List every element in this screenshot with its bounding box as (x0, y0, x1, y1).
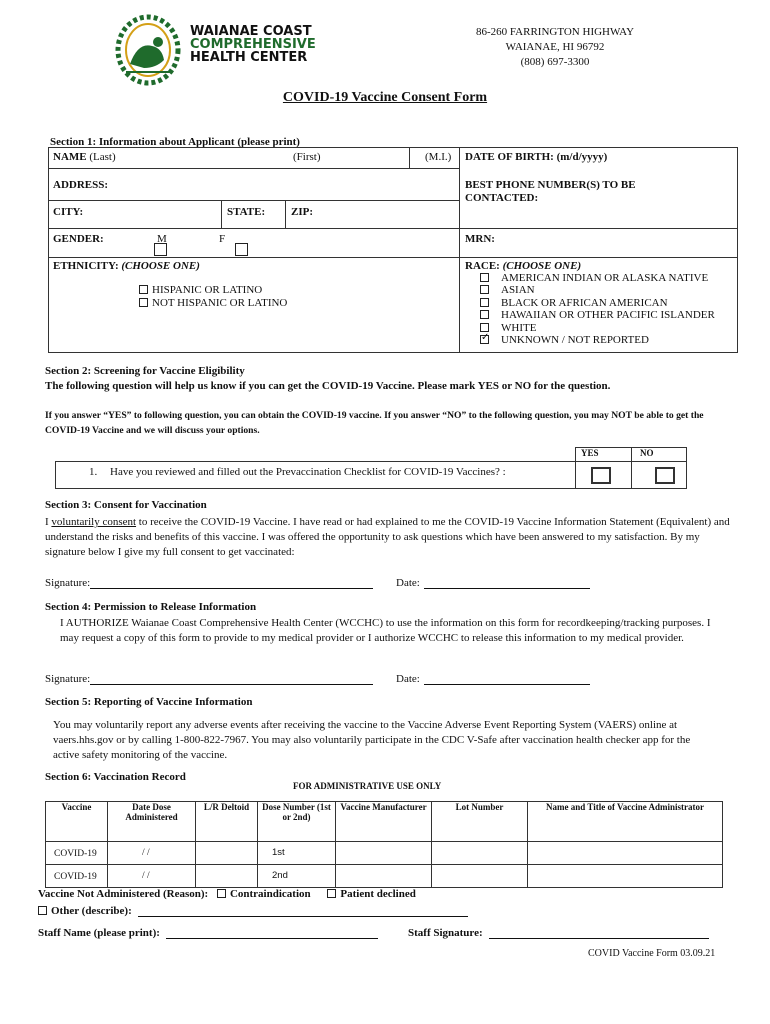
consent-signature-field[interactable] (90, 577, 373, 589)
staff-name-label: Staff Name (please print): (38, 927, 160, 939)
other-reason-field[interactable] (138, 905, 468, 917)
race-label: RACE: (465, 260, 500, 272)
race-checkbox[interactable] (480, 298, 489, 307)
lot-cell[interactable] (432, 842, 528, 865)
org-name-line2: COMPREHENSIVE (190, 37, 316, 52)
section5-heading: Section 5: Reporting of Vaccine Information (45, 696, 253, 708)
section6-heading: Section 6: Vaccination Record (45, 771, 186, 783)
gender-m-checkbox[interactable] (154, 243, 167, 256)
consent-date-field[interactable] (424, 577, 590, 589)
deltoid-cell[interactable] (196, 865, 258, 888)
staff-signature-label: Staff Signature: (408, 927, 483, 939)
zip-label: ZIP: (291, 206, 313, 218)
section2-heading: Section 2: Screening for Vaccine Eligibility (45, 365, 245, 377)
column-header: Date Dose Administered (108, 802, 196, 842)
ethnicity-not-hispanic-checkbox[interactable] (139, 298, 148, 307)
race-option[interactable] (480, 309, 715, 321)
admin-use-note: FOR ADMINISTRATIVE USE ONLY (293, 781, 442, 791)
column-header: L/R Deltoid (196, 802, 258, 842)
not-administered-label: Vaccine Not Administered (Reason): (38, 888, 209, 900)
table-row (46, 842, 723, 865)
vaccination-record-table (45, 801, 723, 888)
phone-input[interactable] (463, 206, 733, 226)
mrn-label: MRN: (465, 233, 495, 245)
address-input[interactable] (109, 172, 454, 198)
section1-heading: Section 1: Information about Applicant (please print) (50, 136, 300, 148)
ethnicity-option[interactable] (139, 297, 287, 310)
release-text: I AUTHORIZE Waianae Coast Comprehensive Health Center (WCCHC) to use the information on this form for recordkeeping/tracking purposes. I may request a copy of this form to provide to my medical provider or I authorize WCCHC to release this information to my medical provider. (60, 617, 711, 644)
yes-checkbox[interactable] (591, 467, 611, 484)
release-signature-field[interactable] (90, 673, 373, 685)
org-name-line3: HEALTH CENTER (190, 50, 308, 65)
race-option-label: HAWAIIAN OR OTHER PACIFIC ISLANDER (501, 309, 715, 322)
section4-heading: Section 4: Permission to Release Information (45, 601, 257, 613)
no-checkbox[interactable] (655, 467, 675, 484)
section2-intro: The following question will help us know if you can get the COVID-19 Vaccine. Please mark YES or NO for the question. (45, 380, 611, 392)
column-header: Dose Number (1st or 2nd) (258, 802, 336, 842)
logo (108, 12, 188, 86)
column-header: Lot Number (432, 802, 528, 842)
last-label: (Last) (89, 151, 116, 163)
ethnicity-label: ETHNICITY: (53, 260, 119, 272)
ethnicity-hispanic-checkbox[interactable] (139, 285, 148, 294)
name-last-input[interactable] (53, 151, 283, 167)
staff-signature-field[interactable] (489, 927, 709, 939)
signature-label: Signature: (45, 673, 91, 685)
column-header: Vaccine (46, 802, 108, 842)
org-phone: (808) 697-3300 (520, 56, 590, 68)
vaccine-cell: COVID-19 (46, 865, 108, 888)
dose-cell: 2nd (258, 865, 336, 888)
logo-emblem-icon (108, 12, 188, 86)
dob-label: DATE OF BIRTH: (m/d/yyyy) (465, 151, 608, 163)
deltoid-cell[interactable] (196, 842, 258, 865)
table-row (46, 865, 723, 888)
first-label: (First) (293, 151, 321, 163)
dob-input[interactable] (463, 166, 733, 180)
vaccine-cell: COVID-19 (46, 842, 108, 865)
state-label: STATE: (227, 206, 266, 218)
ethnicity-options (139, 284, 287, 310)
city-input[interactable] (89, 203, 217, 225)
lot-cell[interactable] (432, 865, 528, 888)
race-option-label: UNKNOWN / NOT REPORTED (501, 334, 649, 347)
manufacturer-cell[interactable] (336, 842, 432, 865)
race-checkbox[interactable] (480, 310, 489, 319)
phone-label: BEST PHONE NUMBER(S) TO BE CONTACTED: (465, 179, 636, 204)
race-option-label: WHITE (501, 321, 537, 334)
form-id: COVID Vaccine Form 03.09.21 (588, 948, 716, 959)
other-checkbox[interactable] (38, 906, 47, 915)
no-label: NO (640, 448, 654, 458)
date-cell[interactable]: / / (108, 865, 196, 888)
dose-cell: 1st (258, 842, 336, 865)
date-label: Date: (396, 673, 420, 685)
screening-table (55, 447, 687, 489)
race-option-label: BLACK OR AFRICAN AMERICAN (501, 296, 668, 309)
city-label: CITY: (53, 206, 84, 218)
org-address-line2: WAIANAE, HI 96792 (505, 41, 605, 53)
release-date-field[interactable] (424, 673, 590, 685)
race-checkbox[interactable] (480, 285, 489, 294)
consent-text-underlined: voluntarily consent (51, 516, 137, 528)
race-option[interactable] (480, 334, 715, 346)
address-label: ADDRESS: (53, 179, 109, 191)
mi-label: (M.I.) (425, 151, 452, 163)
ethnicity-option-label: HISPANIC OR LATINO (152, 284, 263, 296)
ethnicity-option-label: NOT HISPANIC OR LATINO (152, 297, 288, 309)
race-hint: (CHOOSE ONE) (502, 260, 582, 272)
race-option[interactable] (480, 297, 715, 309)
question-number: 1. (89, 466, 98, 478)
staff-name-field[interactable] (166, 927, 378, 939)
org-address-line1: 86-260 FARRINGTON HIGHWAY (475, 26, 635, 38)
administrator-cell[interactable] (528, 865, 723, 888)
gender-label: GENDER: (53, 233, 104, 245)
contraindication-label: Contraindication (229, 888, 311, 900)
race-option-label: ASIAN (501, 284, 535, 297)
zip-input[interactable] (317, 203, 455, 225)
other-label: Other (describe): (51, 905, 132, 917)
signature-label: Signature: (45, 577, 91, 589)
form-title: COVID-19 Vaccine Consent Form (282, 90, 488, 105)
section2-note: If you answer “YES” to following question, you can obtain the COVID-19 vaccine. If you answer “NO” to the following question, you may NOT be able to get the COVID-19 Vaccine and we will discuss your options. (45, 410, 704, 436)
question-text: Have you reviewed and filled out the Prevaccination Checklist for COVID-19 Vaccines? : (110, 466, 506, 478)
consent-text-rest: to receive the COVID-19 Vaccine. I have read or had explained to me the COVID-19 Vaccine Information Statement (Equivalent) and understand the risks and benefits of this vaccine. I was offered the opportunity to ask questions which have been answered to my satisfaction. By my signature below I give my full consent to get vaccinated: (45, 516, 730, 558)
consent-text-start: I (45, 516, 52, 528)
race-option-label: AMERICAN INDIAN OR ALASKA NATIVE (501, 272, 709, 284)
reporting-text: You may voluntarily report any adverse events after receiving the vaccine to the Vaccine Adverse Event Reporting System (VAERS) online at vaers.hhs.gov or by calling 1-800-822-7967. You may also voluntarily participate in the CDC V-Safe after vaccination health checker app for the active safety monitoring of the vaccine. (53, 719, 691, 761)
section3-heading: Section 3: Consent for Vaccination (45, 499, 207, 511)
date-cell[interactable]: / / (108, 842, 196, 865)
applicant-info-box (48, 147, 738, 353)
yes-label: YES (581, 448, 599, 458)
race-options (480, 272, 715, 346)
name-label: NAME (53, 151, 87, 163)
gender-f-checkbox[interactable] (235, 243, 248, 256)
mrn-input[interactable] (499, 231, 733, 253)
column-header: Name and Title of Vaccine Administrator (528, 802, 723, 842)
name-first-input[interactable] (289, 151, 407, 167)
administrator-cell[interactable] (528, 842, 723, 865)
ethnicity-option[interactable] (139, 284, 287, 297)
consent-text (45, 515, 730, 560)
race-option[interactable] (480, 284, 715, 296)
column-header: Vaccine Manufacturer (336, 802, 432, 842)
patient-declined-label: Patient declined (340, 888, 416, 900)
gender-m-label: M (157, 233, 167, 245)
race-option[interactable] (480, 322, 715, 334)
ethnicity-hint: (CHOOSE ONE) (121, 260, 200, 272)
race-checkbox[interactable] (480, 323, 489, 332)
race-checkbox[interactable] (480, 273, 489, 282)
date-label: Date: (396, 577, 420, 589)
gender-f-label: F (219, 233, 226, 245)
contraindication-checkbox[interactable] (217, 889, 226, 898)
org-name-line1: WAIANAE COAST (190, 24, 312, 39)
manufacturer-cell[interactable] (336, 865, 432, 888)
race-checkbox-checked[interactable] (480, 335, 489, 344)
patient-declined-checkbox[interactable] (327, 889, 336, 898)
race-option[interactable] (480, 272, 715, 284)
